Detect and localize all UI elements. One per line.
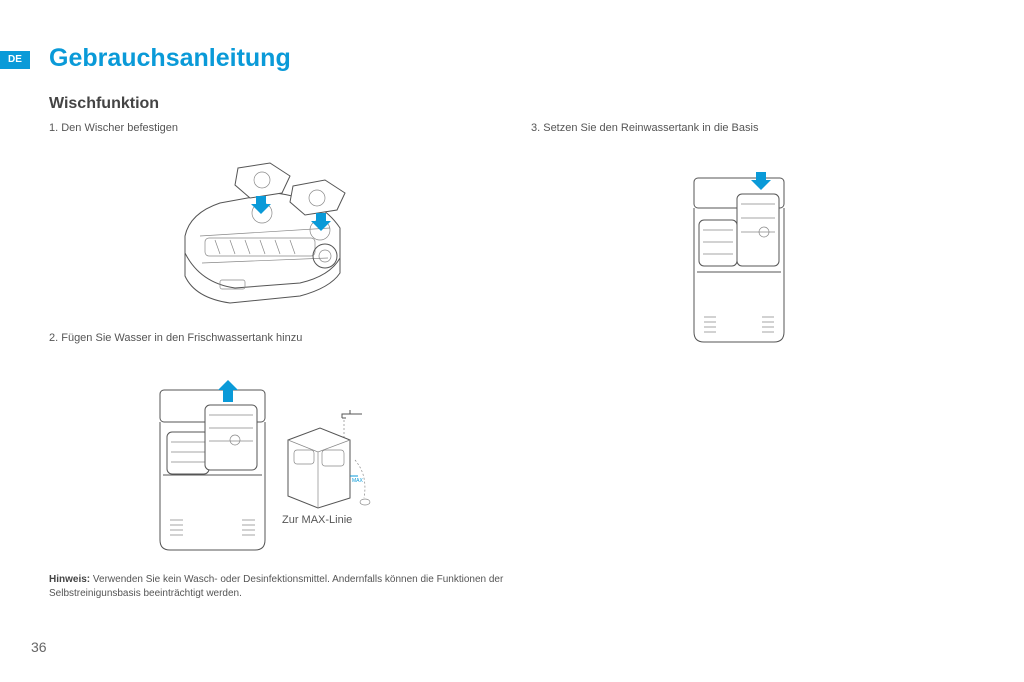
- language-badge: DE: [0, 51, 30, 69]
- step-3-label: 3. Setzen Sie den Reinwassertank in die Basis: [531, 122, 759, 134]
- section-title: Wischfunktion: [49, 95, 160, 112]
- page-title: Gebrauchsanleitung: [49, 44, 291, 72]
- base-station-lift-illustration: [155, 380, 275, 555]
- fill-tank-illustration: [280, 410, 390, 510]
- step-1-label: 1. Den Wischer befestigen: [49, 122, 179, 134]
- max-mark: MAX: [352, 478, 363, 484]
- max-line-caption: Zur MAX-Linie: [282, 514, 353, 526]
- mop-attach-illustration: [180, 158, 350, 318]
- insert-tank-illustration: [690, 172, 790, 347]
- page-number: 36: [31, 639, 47, 655]
- step-2-label: 2. Fügen Sie Wasser in den Frischwassertank hinzu: [49, 332, 303, 344]
- hint-label: Hinweis:: [49, 574, 91, 585]
- hint-note: [49, 573, 509, 601]
- hint-text: Verwenden Sie kein Wasch- oder Desinfektionsmittel. Andernfalls können die Funktionen der Selbstreinigunsbasis beeinträchtigt werden.: [49, 574, 504, 599]
